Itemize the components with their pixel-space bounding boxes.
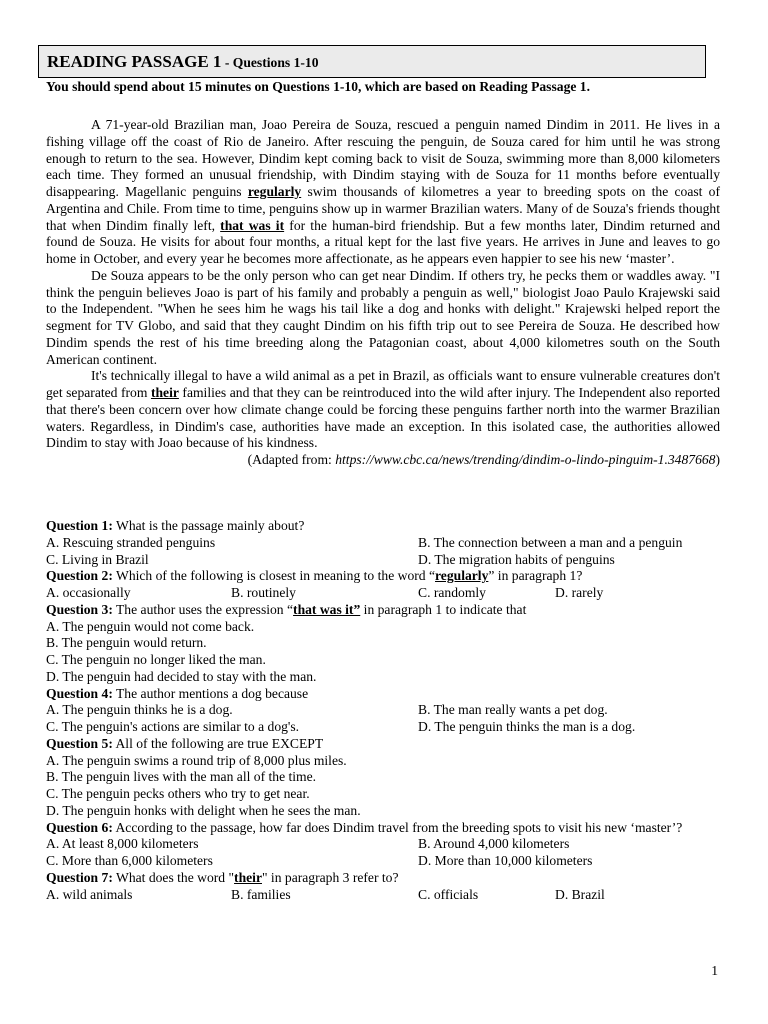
question-5: Question 5: All of the following are true EXCEPT (46, 735, 324, 751)
option: D. The penguin thinks the man is a dog. (418, 719, 636, 734)
keyword-that-was-it: that was it (220, 217, 285, 233)
question-7: Question 7: What does the word "their" in paragraph 3 refer to? (46, 869, 399, 885)
option: A. wild animals (46, 886, 133, 902)
option: A. The penguin thinks he is a dog. (46, 702, 233, 718)
title-box (38, 45, 706, 78)
option: C. The penguin pecks others who try to get near. (46, 786, 310, 801)
page-title: READING PASSAGE 1 (47, 52, 222, 71)
title-questions-range: - Questions 1-10 (221, 55, 319, 70)
question-6: Question 6: According to the passage, how far does Dindim travel from the breeding spots to visit his new ‘master’? (46, 819, 683, 835)
option: A. The penguin would not come back. (46, 618, 255, 634)
option: D. The migration habits of penguins (418, 551, 615, 567)
source-citation: (Adapted from: https://www.cbc.ca/news/trending/dindim-o-lindo-pinguim-1.3487668) (247, 452, 720, 467)
option: D. The penguin had decided to stay with the man. (46, 668, 317, 684)
question-3: Question 3: The author uses the expression “that was it” in paragraph 1 to indicate that (46, 601, 527, 617)
questions-section (46, 518, 722, 903)
paragraph-3: It's technically illegal to have a wild animal as a pet in Brazil, as officials want to ensure vulnerable creatures don't get separated from their families and that they can be reintroduced into the wild after injury. The Independent also reported that there's been concern over how climate change could be forcing these penguins farther north into the warmer Brazilian waters. Regardless, in Dindim's case, authorities have made an exception. In this isolated case, the authorities allowed Dindim to stay with Joao because of his kindness. (46, 368, 720, 451)
option: B. The connection between a man and a penguin (418, 534, 683, 550)
question-4-options (46, 702, 722, 736)
option: A. The penguin swims a round trip of 8,000 plus miles. (46, 752, 347, 768)
question-3-options (46, 619, 722, 686)
option: C. The penguin no longer liked the man. (46, 652, 266, 667)
question-2-options (46, 585, 722, 602)
source-url: https://www.cbc.ca/news/trending/dindim-o-lindo-pinguim-1.3487668 (335, 452, 716, 467)
option: C. officials (418, 886, 479, 902)
option: B. routinely (231, 585, 296, 600)
option: C. More than 6,000 kilometers (46, 853, 213, 868)
option: C. Living in Brazil (46, 551, 149, 567)
option: B. families (231, 886, 291, 902)
question-5-options (46, 753, 722, 820)
page-number: 1 (711, 963, 718, 978)
option: D. rarely (555, 585, 604, 600)
option: B. The penguin lives with the man all of the time. (46, 769, 317, 785)
question-6-options (46, 836, 722, 870)
question-1-options (46, 535, 722, 569)
option: D. More than 10,000 kilometers (418, 853, 593, 868)
option: B. The penguin would return. (46, 635, 207, 651)
question-2: Question 2: Which of the following is closest in meaning to the word “regularly” in paragraph 1? (46, 568, 583, 584)
keyword-their: their (150, 385, 179, 400)
paragraph-1: A 71-year-old Brazilian man, Joao Pereira de Souza, rescued a penguin named Dindim in 2011. He lives in a fishing village off the coast of Rio de Janeiro. After rescuing the penguin, de Souza cared for him until he was strong enough to return to the sea. However, Dindim kept coming back to visit de Souza, swimming more than 8,000 kilometers each time. They formed an unusual friendship, with Dindim staying with de Souza for 11 months before eventually disappearing. Magellanic penguins regularly swim thousands of kilometres a year to breeding spots on the coast of Argentina and Chile. From time to time, penguins show up in warmer Brazilian waters. Many of de Souza's friends thought that when Dindim finally left, that was it for the human-bird friendship. But a few months later, Dindim returned and found de Souza. He visits for about four months, a ritual kept for the last five years. He arrives in June and leaves to go home in October, and every year he becomes more affectionate, as he appears even happier to see his new ‘master’. (46, 117, 720, 266)
reading-passage (46, 117, 720, 469)
keyword-regularly: regularly (247, 184, 302, 199)
option: A. At least 8,000 kilometers (46, 836, 199, 852)
option: B. The man really wants a pet dog. (418, 702, 608, 718)
option: C. The penguin's actions are similar to a dog's. (46, 719, 300, 734)
option: A. occasionally (46, 585, 131, 600)
option: A. Rescuing stranded penguins (46, 534, 216, 550)
question-7-options (46, 887, 722, 904)
option: D. Brazil (555, 886, 605, 902)
option: B. Around 4,000 kilometers (418, 836, 570, 852)
option: C. randomly (418, 585, 486, 600)
question-1: Question 1: What is the passage mainly about? (46, 518, 305, 533)
option: D. The penguin honks with delight when he sees the man. (46, 802, 361, 818)
question-4: Question 4: The author mentions a dog because (46, 685, 309, 701)
instruction: You should spend about 15 minutes on Questions 1-10, which are based on Reading Passage 1. (46, 79, 590, 94)
paragraph-2: De Souza appears to be the only person who can get near Dindim. If others try, he pecks them or waddles away. "I think the penguin believes Joao is part of his family and probably a penguin as well," biologist Joao Paulo Krajewski said to the Independent. "When he sees him he wags his tail like a dog and honks with delight." Krajewski helped report the segment for TV Globo, and said that they caught Dindim on his fifth trip out to see Pereira de Souza. He described how Dindim spends the rest of his time breeding along the Patagonian coast, about 4,000 kilometres south on the South American continent. (46, 267, 720, 367)
